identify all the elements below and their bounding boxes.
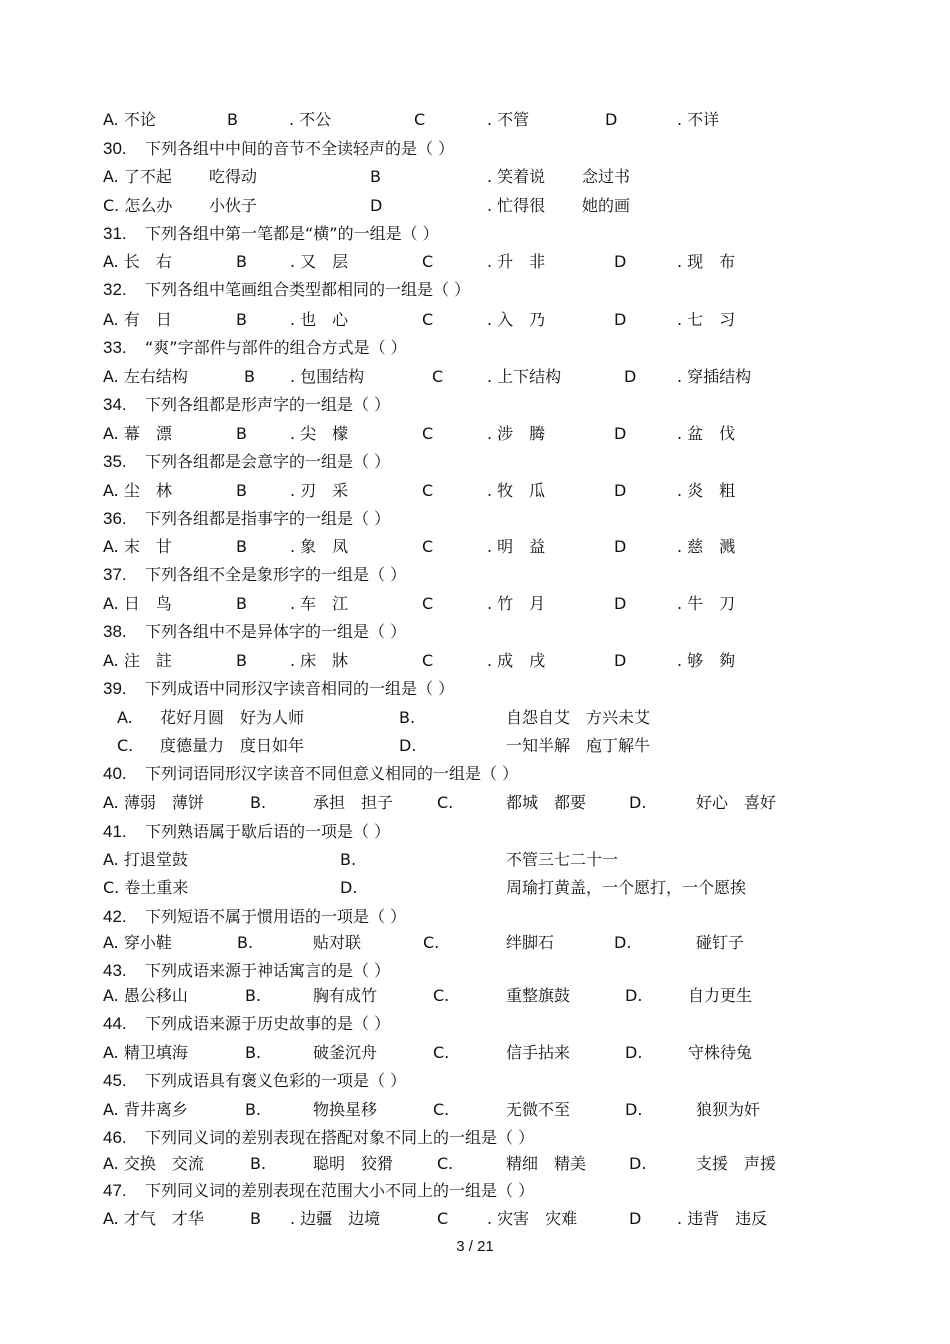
option-text: 胸有成竹 — [313, 986, 378, 1005]
question-stem: 下列同义词的差别表现在范围大小不同上的一组是（ ） — [145, 1181, 535, 1200]
question-stem: 下列短语不属于惯用语的一项是（ ） — [145, 907, 407, 926]
option-text: . 不公 — [289, 110, 332, 129]
option-text: 念过书 — [582, 167, 631, 186]
option-text: A. 背井离乡 — [103, 1100, 188, 1119]
option-text: C. 怎么办 — [103, 196, 173, 215]
option-text: . 象 凤 — [290, 537, 349, 556]
option-text: B — [236, 537, 247, 556]
option-text: D. — [629, 1154, 647, 1173]
option-text: A. 打退堂鼓 — [103, 850, 188, 869]
option-text: . 七 习 — [677, 310, 736, 329]
question-stem: 下列熟语属于歇后语的一项是（ ） — [145, 822, 391, 841]
question-stem: 下列各组都是会意字的一组是（ ） — [145, 452, 391, 471]
option-text: . 牧 瓜 — [487, 481, 546, 500]
option-text: . 上下结构 — [487, 367, 562, 386]
option-text: C — [422, 481, 434, 500]
question-stem: 下列词语同形汉字读音不同但意义相同的一组是（ ） — [145, 764, 519, 783]
option-text: 无微不至 — [506, 1100, 571, 1119]
option-text: . 床 牀 — [290, 651, 349, 670]
option-text: . 炎 粗 — [677, 481, 736, 500]
option-text: . 穿插结构 — [677, 367, 752, 386]
question-number: 30. — [103, 139, 127, 158]
option-text: C. — [437, 1154, 454, 1173]
option-text: D — [614, 481, 627, 500]
option-text: C — [437, 1209, 449, 1228]
page-number: 3 / 21 — [456, 1238, 494, 1255]
question-stem: “爽”字部件与部件的组合方式是（ ） — [145, 338, 407, 357]
option-text: D. — [625, 1043, 643, 1062]
question-stem: 下列同义词的差别表现在搭配对象不同上的一组是（ ） — [145, 1128, 535, 1147]
question-stem: 下列成语来源于历史故事的是（ ） — [145, 1014, 391, 1033]
option-text: . 不管 — [487, 110, 530, 129]
option-text: A. 有 日 — [103, 310, 172, 329]
option-text: 聪明 狡猾 — [313, 1154, 394, 1173]
option-text: B — [370, 167, 381, 186]
option-text: D. — [629, 793, 647, 812]
option-text: D. — [340, 878, 358, 897]
option-text: . 车 江 — [290, 594, 349, 613]
option-text: A. 长 右 — [103, 252, 172, 271]
option-text: B — [244, 367, 255, 386]
option-text: D. — [399, 736, 417, 755]
option-text: 破釜沉舟 — [313, 1043, 378, 1062]
option-text: 吃得动 — [209, 167, 258, 186]
option-text: C. — [433, 1100, 450, 1119]
option-text: 支援 声援 — [696, 1154, 777, 1173]
option-text: D — [624, 367, 637, 386]
question-number: 40. — [103, 764, 127, 783]
option-text: . 又 层 — [290, 252, 349, 271]
option-text: B — [236, 481, 247, 500]
question-number: 41. — [103, 822, 127, 841]
option-text: D — [605, 110, 618, 129]
option-text: 物换星移 — [313, 1100, 378, 1119]
option-text: B — [227, 110, 238, 129]
option-text: 度德量力 度日如年 — [160, 736, 305, 755]
option-text: C — [422, 252, 434, 271]
option-text: D. — [614, 933, 632, 952]
option-text: 一知半解 庖丁解牛 — [506, 736, 651, 755]
question-number: 37. — [103, 565, 127, 584]
option-text: A. 左右结构 — [103, 367, 188, 386]
option-text: D. — [625, 986, 643, 1005]
option-text: C — [422, 651, 434, 670]
option-text: 碰钉子 — [696, 933, 745, 952]
option-text: C — [422, 537, 434, 556]
option-text: A. 不论 — [103, 110, 156, 129]
option-text: B — [250, 1209, 261, 1228]
option-text: A. 幕 漂 — [103, 424, 172, 443]
option-text: C — [422, 424, 434, 443]
option-text: . 牛 刀 — [677, 594, 736, 613]
option-text: A. 精卫填海 — [103, 1043, 188, 1062]
option-text: 小伙子 — [209, 196, 258, 215]
question-stem: 下列成语中同形汉字读音相同的一组是（ ） — [145, 679, 455, 698]
option-text: . 不详 — [677, 110, 720, 129]
option-text: B. — [245, 1043, 262, 1062]
option-text: D — [614, 537, 627, 556]
option-text: A. 交换 交流 — [103, 1154, 204, 1173]
option-text: . 成 戌 — [487, 651, 546, 670]
option-text: C. 卷土重来 — [103, 878, 189, 897]
option-text: . 尖 檬 — [290, 424, 349, 443]
option-text: 自力更生 — [688, 986, 753, 1005]
question-stem: 下列各组都是形声字的一组是（ ） — [145, 395, 391, 414]
option-text: B — [236, 310, 247, 329]
option-text: C — [422, 310, 434, 329]
option-text: D — [629, 1209, 642, 1228]
option-text: . 违背 违反 — [677, 1209, 768, 1228]
option-text: A. 日 鸟 — [103, 594, 172, 613]
question-number: 31. — [103, 224, 127, 243]
option-text: 重整旗鼓 — [506, 986, 571, 1005]
option-text: . 涉 腾 — [487, 424, 546, 443]
option-text: D. — [625, 1100, 643, 1119]
question-number: 36. — [103, 509, 127, 528]
option-text: 好心 喜好 — [696, 793, 777, 812]
option-text: C. — [433, 986, 450, 1005]
option-text: B — [236, 424, 247, 443]
question-number: 32. — [103, 280, 127, 299]
option-text: . 慈 溅 — [677, 537, 736, 556]
option-text: B. — [245, 1100, 262, 1119]
question-stem: 下列各组中不是异体字的一组是（ ） — [145, 622, 407, 641]
option-text: C. — [433, 1043, 450, 1062]
option-text: 狼狈为奸 — [696, 1100, 761, 1119]
option-text: . 够 夠 — [677, 651, 736, 670]
option-text: D — [614, 424, 627, 443]
option-text: C — [422, 594, 434, 613]
option-text: . 也 心 — [290, 310, 349, 329]
question-number: 33. — [103, 338, 127, 357]
option-text: 花好月圆 好为人师 — [160, 708, 305, 727]
option-text: A. 穿小鞋 — [103, 933, 172, 952]
option-text: 贴对联 — [313, 933, 362, 952]
option-text: B. — [237, 933, 254, 952]
option-text: B. — [245, 986, 262, 1005]
option-text: A. 薄弱 薄饼 — [103, 793, 204, 812]
question-stem: 下列各组中第一笔都是“横”的一组是（ ） — [145, 224, 439, 243]
question-stem: 下列各组中笔画组合类型都相同的一组是（ ） — [145, 280, 471, 299]
option-text: 承担 担子 — [313, 793, 394, 812]
question-number: 44. — [103, 1014, 127, 1033]
option-text: . 包围结构 — [290, 367, 365, 386]
option-text: D — [614, 252, 627, 271]
option-text: A. 才气 才华 — [103, 1209, 204, 1228]
question-number: 47. — [103, 1181, 127, 1200]
option-text: B — [236, 594, 247, 613]
option-text: B — [236, 651, 247, 670]
question-number: 39. — [103, 679, 127, 698]
option-text: . 现 布 — [677, 252, 736, 271]
option-text: 都城 都要 — [506, 793, 587, 812]
option-text: . 明 益 — [487, 537, 546, 556]
option-text: C. — [117, 736, 134, 755]
option-text: 守株待兔 — [688, 1043, 753, 1062]
option-text: B. — [250, 793, 267, 812]
option-text: C — [432, 367, 444, 386]
option-text: D — [614, 310, 627, 329]
option-text: A. 尘 林 — [103, 481, 172, 500]
option-text: . 盆 伐 — [677, 424, 736, 443]
question-stem: 下列各组都是指事字的一组是（ ） — [145, 509, 391, 528]
option-text: A. 愚公移山 — [103, 986, 188, 1005]
question-stem: 下列各组不全是象形字的一组是（ ） — [145, 565, 407, 584]
option-text: B. — [340, 850, 357, 869]
option-text: A. 末 甘 — [103, 537, 172, 556]
question-stem: 下列成语具有褒义色彩的一项是（ ） — [145, 1071, 407, 1090]
question-number: 46. — [103, 1128, 127, 1147]
option-text: B. — [250, 1154, 267, 1173]
option-text: . 边疆 边境 — [290, 1209, 381, 1228]
option-text: . 竹 月 — [487, 594, 546, 613]
option-text: . 忙得很 — [487, 196, 546, 215]
option-text: C — [414, 110, 426, 129]
option-text: 她的画 — [582, 196, 631, 215]
option-text: . 升 非 — [487, 252, 546, 271]
option-text: 自怨自艾 方兴未艾 — [506, 708, 651, 727]
option-text: C. — [437, 793, 454, 812]
option-text: . 入 乃 — [487, 310, 546, 329]
option-text: C. — [423, 933, 440, 952]
option-text: A. — [117, 708, 133, 727]
option-text: 不管三七二十一 — [506, 850, 619, 869]
question-stem: 下列各组中中间的音节不全读轻声的是（ ） — [145, 139, 455, 158]
option-text: B. — [399, 708, 416, 727]
question-number: 42. — [103, 907, 127, 926]
question-number: 43. — [103, 961, 127, 980]
option-text: A. 注 註 — [103, 651, 172, 670]
option-text: 周瑜打黄盖，一个愿打，一个愿挨 — [506, 878, 747, 897]
question-number: 35. — [103, 452, 127, 471]
option-text: D — [614, 594, 627, 613]
question-number: 34. — [103, 395, 127, 414]
option-text: D — [614, 651, 627, 670]
option-text: . 灾害 灾难 — [487, 1209, 578, 1228]
question-number: 38. — [103, 622, 127, 641]
question-number: 45. — [103, 1071, 127, 1090]
option-text: 绊脚石 — [506, 933, 555, 952]
option-text: A. 了不起 — [103, 167, 172, 186]
option-text: 信手拈来 — [506, 1043, 571, 1062]
option-text: B — [236, 252, 247, 271]
option-text: 精细 精美 — [506, 1154, 587, 1173]
question-stem: 下列成语来源于神话寓言的是（ ） — [145, 961, 391, 980]
option-text: . 笑着说 — [487, 167, 546, 186]
option-text: . 刃 采 — [290, 481, 349, 500]
option-text: D — [370, 196, 383, 215]
